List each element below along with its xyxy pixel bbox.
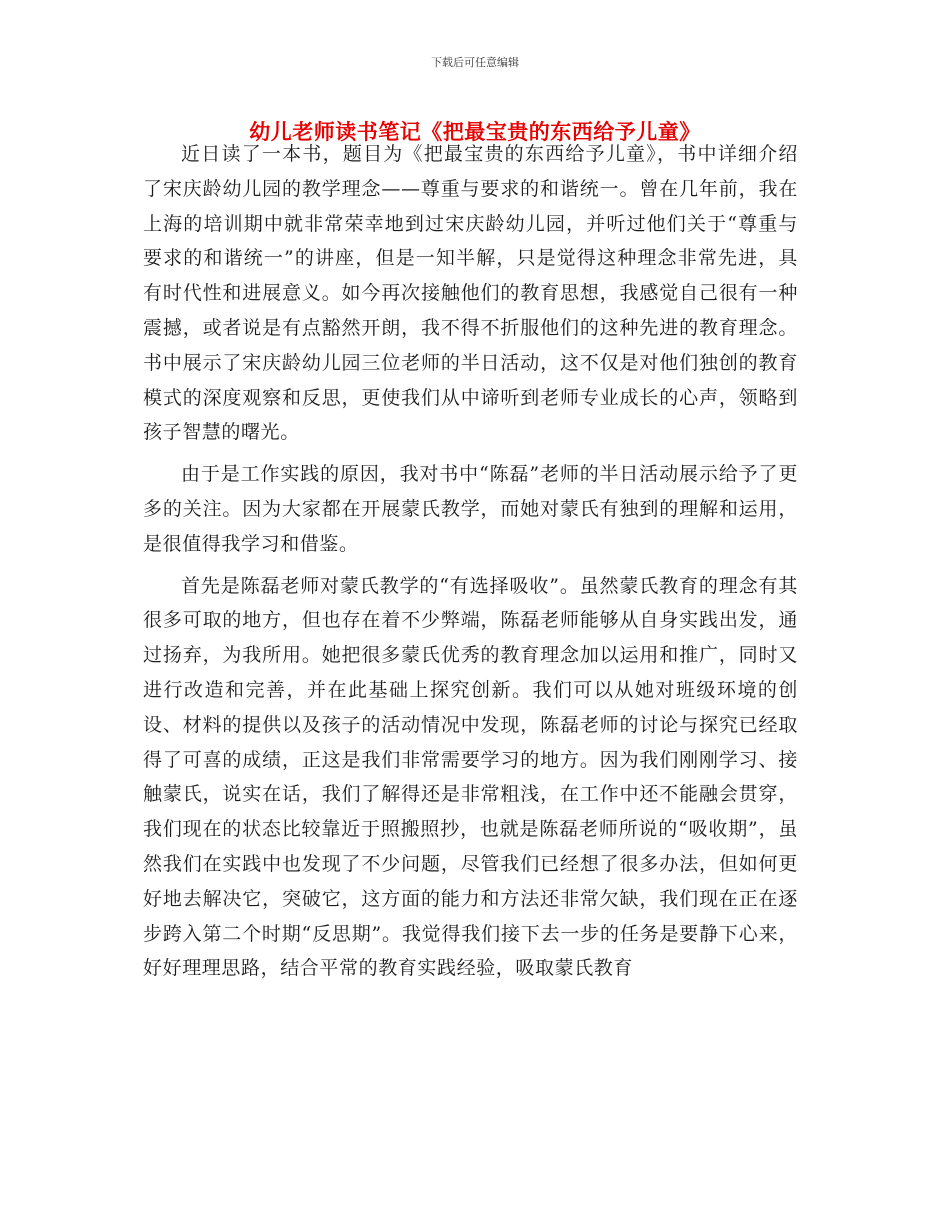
paragraph-1: 近日读了一本书，题目为《把最宝贵的东西给予儿童》，书中详细介绍了宋庆龄幼儿园的教学理念——尊重与要求的和谐统一。曾在几年前，我在上海的培训期中就非常荣幸地到过宋庆龄幼儿园，并听过他们关于“尊重与要求的和谐统一”的讲座，但是一知半解，只是觉得这种理念非常先进，具有时代性和进展意义。如今再次接触他们的教育思想，我感觉自己很有一种震撼，或者说是有点豁然开朗，我不得不折服他们的这种先进的教育理念。书中展示了宋庆龄幼儿园三位老师的半日活动，这不仅是对他们独创的教育模式的深度观察和反思，更使我们从中谛听到老师专业成长的心声，领略到孩子智慧的曙光。	[143, 143, 798, 444]
document-body	[143, 137, 798, 993]
paragraph-2: 由于是工作实践的原因，我对书中“陈磊”老师的半日活动展示给予了更多的关注。因为大家都在开展蒙氏教学，而她对蒙氏有独到的理解和运用，是很值得我学习和借鉴。	[143, 463, 798, 555]
header-note: 下载后可任意编辑	[431, 56, 519, 69]
document-title: 幼儿老师读书笔记《把最宝贵的东西给予儿童》	[249, 120, 701, 144]
paragraph-3: 首先是陈磊老师对蒙氏教学的“有选择吸收”。虽然蒙氏教育的理念有其很多可取的地方，但也存在着不少弊端，陈磊老师能够从自身实践出发，通过扬弃，为我所用。她把很多蒙氏优秀的教育理念加以运用和推广，同时又进行改造和完善，并在此基础上探究创新。我们可以从她对班级环境的创设、材料的提供以及孩子的活动情况中发现，陈磊老师的讨论与探究已经取得了可喜的成绩，正这是我们非常需要学习的地方。因为我们刚刚学习、接触蒙氏，说实在话，我们了解得还是非常粗浅，在工作中还不能融会贯穿，我们现在的状态比较靠近于照搬照抄，也就是陈磊老师所说的“吸收期”，虽然我们在实践中也发现了不少问题，尽管我们已经想了很多办法，但如何更好地去解决它，突破它，这方面的能力和方法还非常欠缺，我们现在正在逐步跨入第二个时期“反思期”。我觉得我们接下去一步的任务是要静下心来，好好理理思路，结合平常的教育实践经验，吸取蒙氏教育	[143, 574, 798, 980]
